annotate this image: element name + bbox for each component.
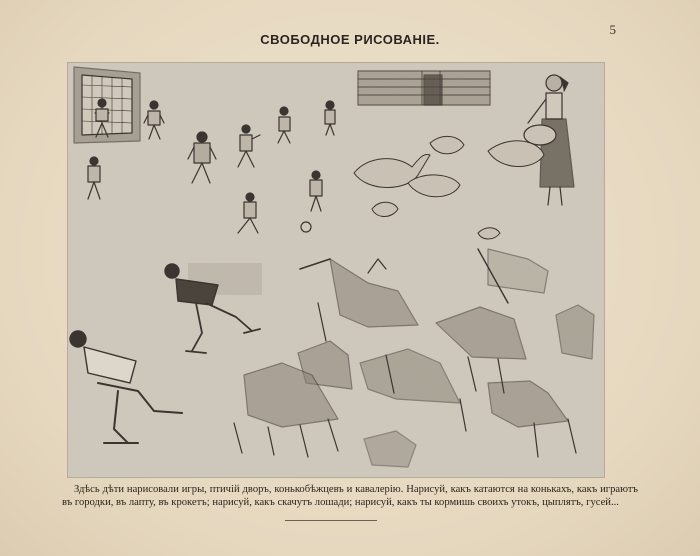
page-title: СВОБОДНОЕ РИСОВАНІЕ.	[260, 32, 440, 47]
children-drawing-illustration	[68, 63, 604, 477]
caption-text: Здѣсь дѣти нарисовали игры, птичій дворъ, конькобѣжцевъ и кавалерію. Нарисуй, какъ катаются на конькахъ, какъ играютъ въ городки, въ лапту, въ крокетъ; нарисуй, какъ скачутъ лошади; нарисуй, какъ ты кормишь своихъ утокъ, цыплятъ, гусей...	[62, 484, 638, 508]
drawing-plate	[67, 62, 605, 478]
shed-sketch	[358, 71, 490, 105]
goal-net-sketch	[74, 67, 140, 143]
page-number: 5	[609, 22, 616, 37]
caption-divider	[285, 520, 377, 521]
